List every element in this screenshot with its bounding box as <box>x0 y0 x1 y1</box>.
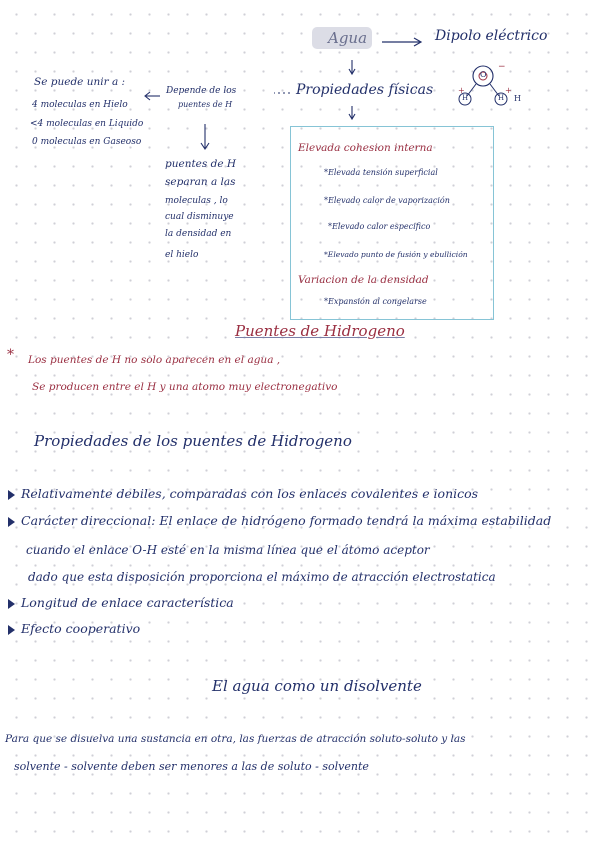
minus-sign: − <box>498 62 506 72</box>
triangle-bullet-icon <box>8 490 15 500</box>
bullet-item <box>8 621 140 636</box>
bullet-text: Longitud de enlace característica <box>21 595 234 610</box>
box-item: *Expansión al congelarse <box>324 297 427 306</box>
disolvente-line: Para que se disuelva una sustancia en otra, las fuerzas de atracción soluto-soluto y las <box>5 733 466 745</box>
box-heading-cohesion: Elevada cohesion interna <box>298 142 433 154</box>
box-heading-densidad: Variacion de la densidad <box>298 274 429 286</box>
star-marker: * <box>7 347 14 363</box>
triangle-bullet-icon <box>8 517 15 527</box>
puentes-note-line: la densidad en <box>165 229 232 239</box>
box-item: *Elevado calor de vaporización <box>324 196 450 205</box>
disolvente-line: solvente - solvente deben ser menores a las de soluto - solvente <box>14 760 369 773</box>
box-item: *Elevado calor especifico <box>328 222 431 231</box>
depende-line: puentes de H <box>178 100 233 109</box>
puentes-line: Los puentes de H no solo aparecen en el agua , <box>28 354 281 366</box>
agua-title: Agua <box>328 29 368 47</box>
bullet-text: Relativamente debiles, comparadas con los enlaces covalentes e ionicos <box>21 486 479 501</box>
depende-line: Depende de los <box>166 86 237 96</box>
bullet-item <box>8 486 478 501</box>
disolvente-title: El agua como un disolvente <box>212 677 422 695</box>
puentes-note-line: puentes de H <box>165 158 237 170</box>
hydrogen-left-label: H <box>462 94 469 102</box>
propiedades-fisicas-label: Propiedades físicas <box>296 82 434 98</box>
left-note-line: 0 moleculas en Gaseoso <box>32 137 142 147</box>
bullet-text: Carácter direccional: El enlace de hidrógeno formado tendrá la máxima estabilidad <box>21 513 552 528</box>
puentes-line: Se producen entre el H y una atomo muy electronegativo <box>32 381 338 393</box>
puentes-note-line: separan a las <box>165 176 236 188</box>
triangle-bullet-icon <box>8 625 15 635</box>
dipolo-label: Dipolo eléctrico <box>435 28 548 44</box>
left-note-line: 4 moleculas en Hielo <box>32 100 128 110</box>
plus-right-sign: + <box>505 86 512 95</box>
box-item: *Elevada tensión superficial <box>324 168 438 177</box>
oxygen-label: O <box>480 70 487 79</box>
puentes-title: Puentes de Hidrogeno <box>235 322 405 340</box>
bullet-continuation: dado que esta disposición proporciona el máximo de atracción electrostatica <box>28 570 496 584</box>
bullet-continuation: cuando el enlace O-H esté en la misma línea que el átomo aceptor <box>26 543 430 557</box>
triangle-bullet-icon <box>8 599 15 609</box>
hydrogen-outside-label: H <box>514 94 521 103</box>
propiedades-puentes-title: Propiedades de los puentes de Hidrogeno <box>34 432 352 450</box>
left-note-line: Se puede unir a : <box>34 76 126 88</box>
box-item: *Elevado punto de fusión y ebullición <box>324 250 468 259</box>
bullet-item <box>8 595 234 610</box>
bullet-text: Efecto cooperativo <box>21 621 141 636</box>
bullet-item <box>8 513 551 528</box>
puentes-note-line: moleculas , lo <box>165 196 228 206</box>
puentes-note-line: el hielo <box>165 250 199 260</box>
left-note-line: <4 moleculas en Liquido <box>30 119 144 129</box>
puentes-note-line: cual disminuye <box>165 212 234 222</box>
plus-left-sign: + <box>458 86 465 95</box>
hydrogen-right-label: H <box>498 94 505 102</box>
